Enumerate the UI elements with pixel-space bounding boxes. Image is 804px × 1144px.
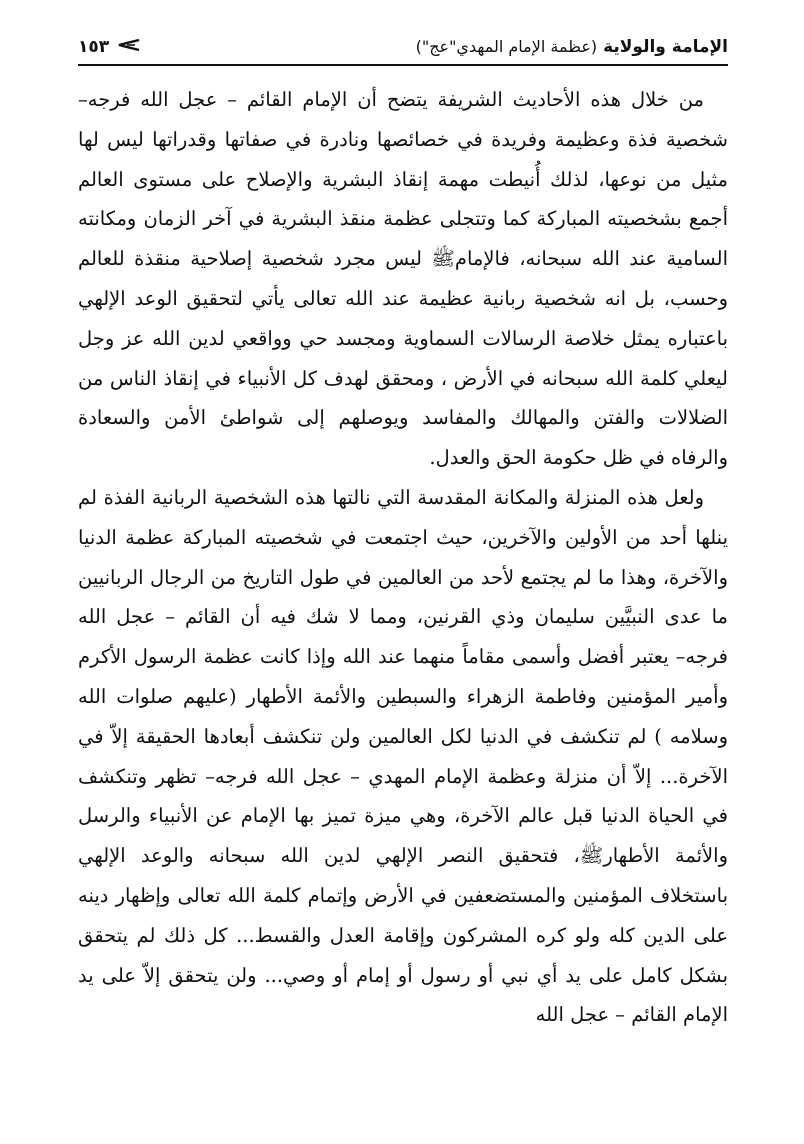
ornament-icon [115,37,141,58]
header-title [416,37,728,57]
header-divider [78,64,728,66]
page-body [78,80,728,1035]
chapter-subtitle: (عظمة الإمام المهدي"عج") [415,37,598,56]
paragraph-2: ولعل هذه المنزلة والمكانة المقدسة التي نالتها هذه الشخصية الربانية الفذة لم ينلها أحد من الأولين والآخرين، حيث اجتمعت في شخصيته المباركة عظمة الدنيا والآخرة، وهذا ما لم يجتمع لأحد من العالمين في طول التاريخ من الرجال الربانيين ما عدى النبيَّين سليمان وذي القرنين، ومما لا شك فيه أن القائم – عجل الله فرجه– يعتبر أفضل وأسمى مقاماً منهما عند الله وإذا كانت عظمة الرسول الأكرم وأمير المؤمنين وفاطمة الزهراء والسبطين والأئمة الأطهار (عليهم صلوات الله وسلامه ) لم تنكشف في الدنيا لكل العالمين ولن تنكشف أبعادها الحقيقة إلاّ في الآخرة... إلاّ أن منزلة وعظمة الإمام المهدي – عجل الله فرجه– تظهر وتنكشف في الحياة الدنيا قبل عالم الآخرة، وهي ميزة تميز بها الإمام عن الأنبياء والرسل والأئمة الأطهارﷺ، فتحقيق النصر الإلهي لدين الله سبحانه والوعد الإلهي باستخلاف المؤمنين والمستضعفين في الأرض وإتمام كلمة الله تعالى وإظهار دينه على الدين كله ولو كره المشركون وإقامة العدل والقسط... كل ذلك لم يتحقق بشكل كامل على يد أي نبي أو رسول أو إمام أو وصي... ولن يتحقق إلاّ على يد الإمام القائم – عجل الله [78,485,728,1027]
book-title: الإمامة والولاية [603,37,728,57]
page-number: ١٥٣ [78,37,110,57]
paragraph-1: من خلال هذه الأحاديث الشريفة يتضح أن الإمام القائم – عجل الله فرجه– شخصية فذة وعظيمة وفريدة في خصائصها ونادرة في صفاتها وقدراتها ليس لها مثيل من نوعها، لذلك أُنيطت مهمة إنقاذ البشرية والإصلاح على مستوى العالم أجمع بشخصيته المباركة كما وتتجلى عظمة منقذ البشرية في آخر الزمان ومكانته السامية عند الله سبحانه، فالإمامﷺ ليس مجرد شخصية إصلاحية منقذة للعالم وحسب، بل انه شخصية ربانية عظيمة عند الله تعالى يأتي لتحقيق الوعد الإلهي باعتباره يمثل خلاصة الرسالات السماوية ومجسد حي وواقعي لدين الله عز وجل ليعلي كلمة الله سبحانه في الأرض ، ومحقق لهدف كل الأنبياء في إنقاذ الناس من الضلالات والفتن والمهالك والمفاسد ويوصلهم إلى شواطئ الأمن والسعادة والرفاه في ظل حكومة الحق والعدل. [78,88,728,470]
running-header [78,30,728,64]
page-number-group [78,37,141,58]
